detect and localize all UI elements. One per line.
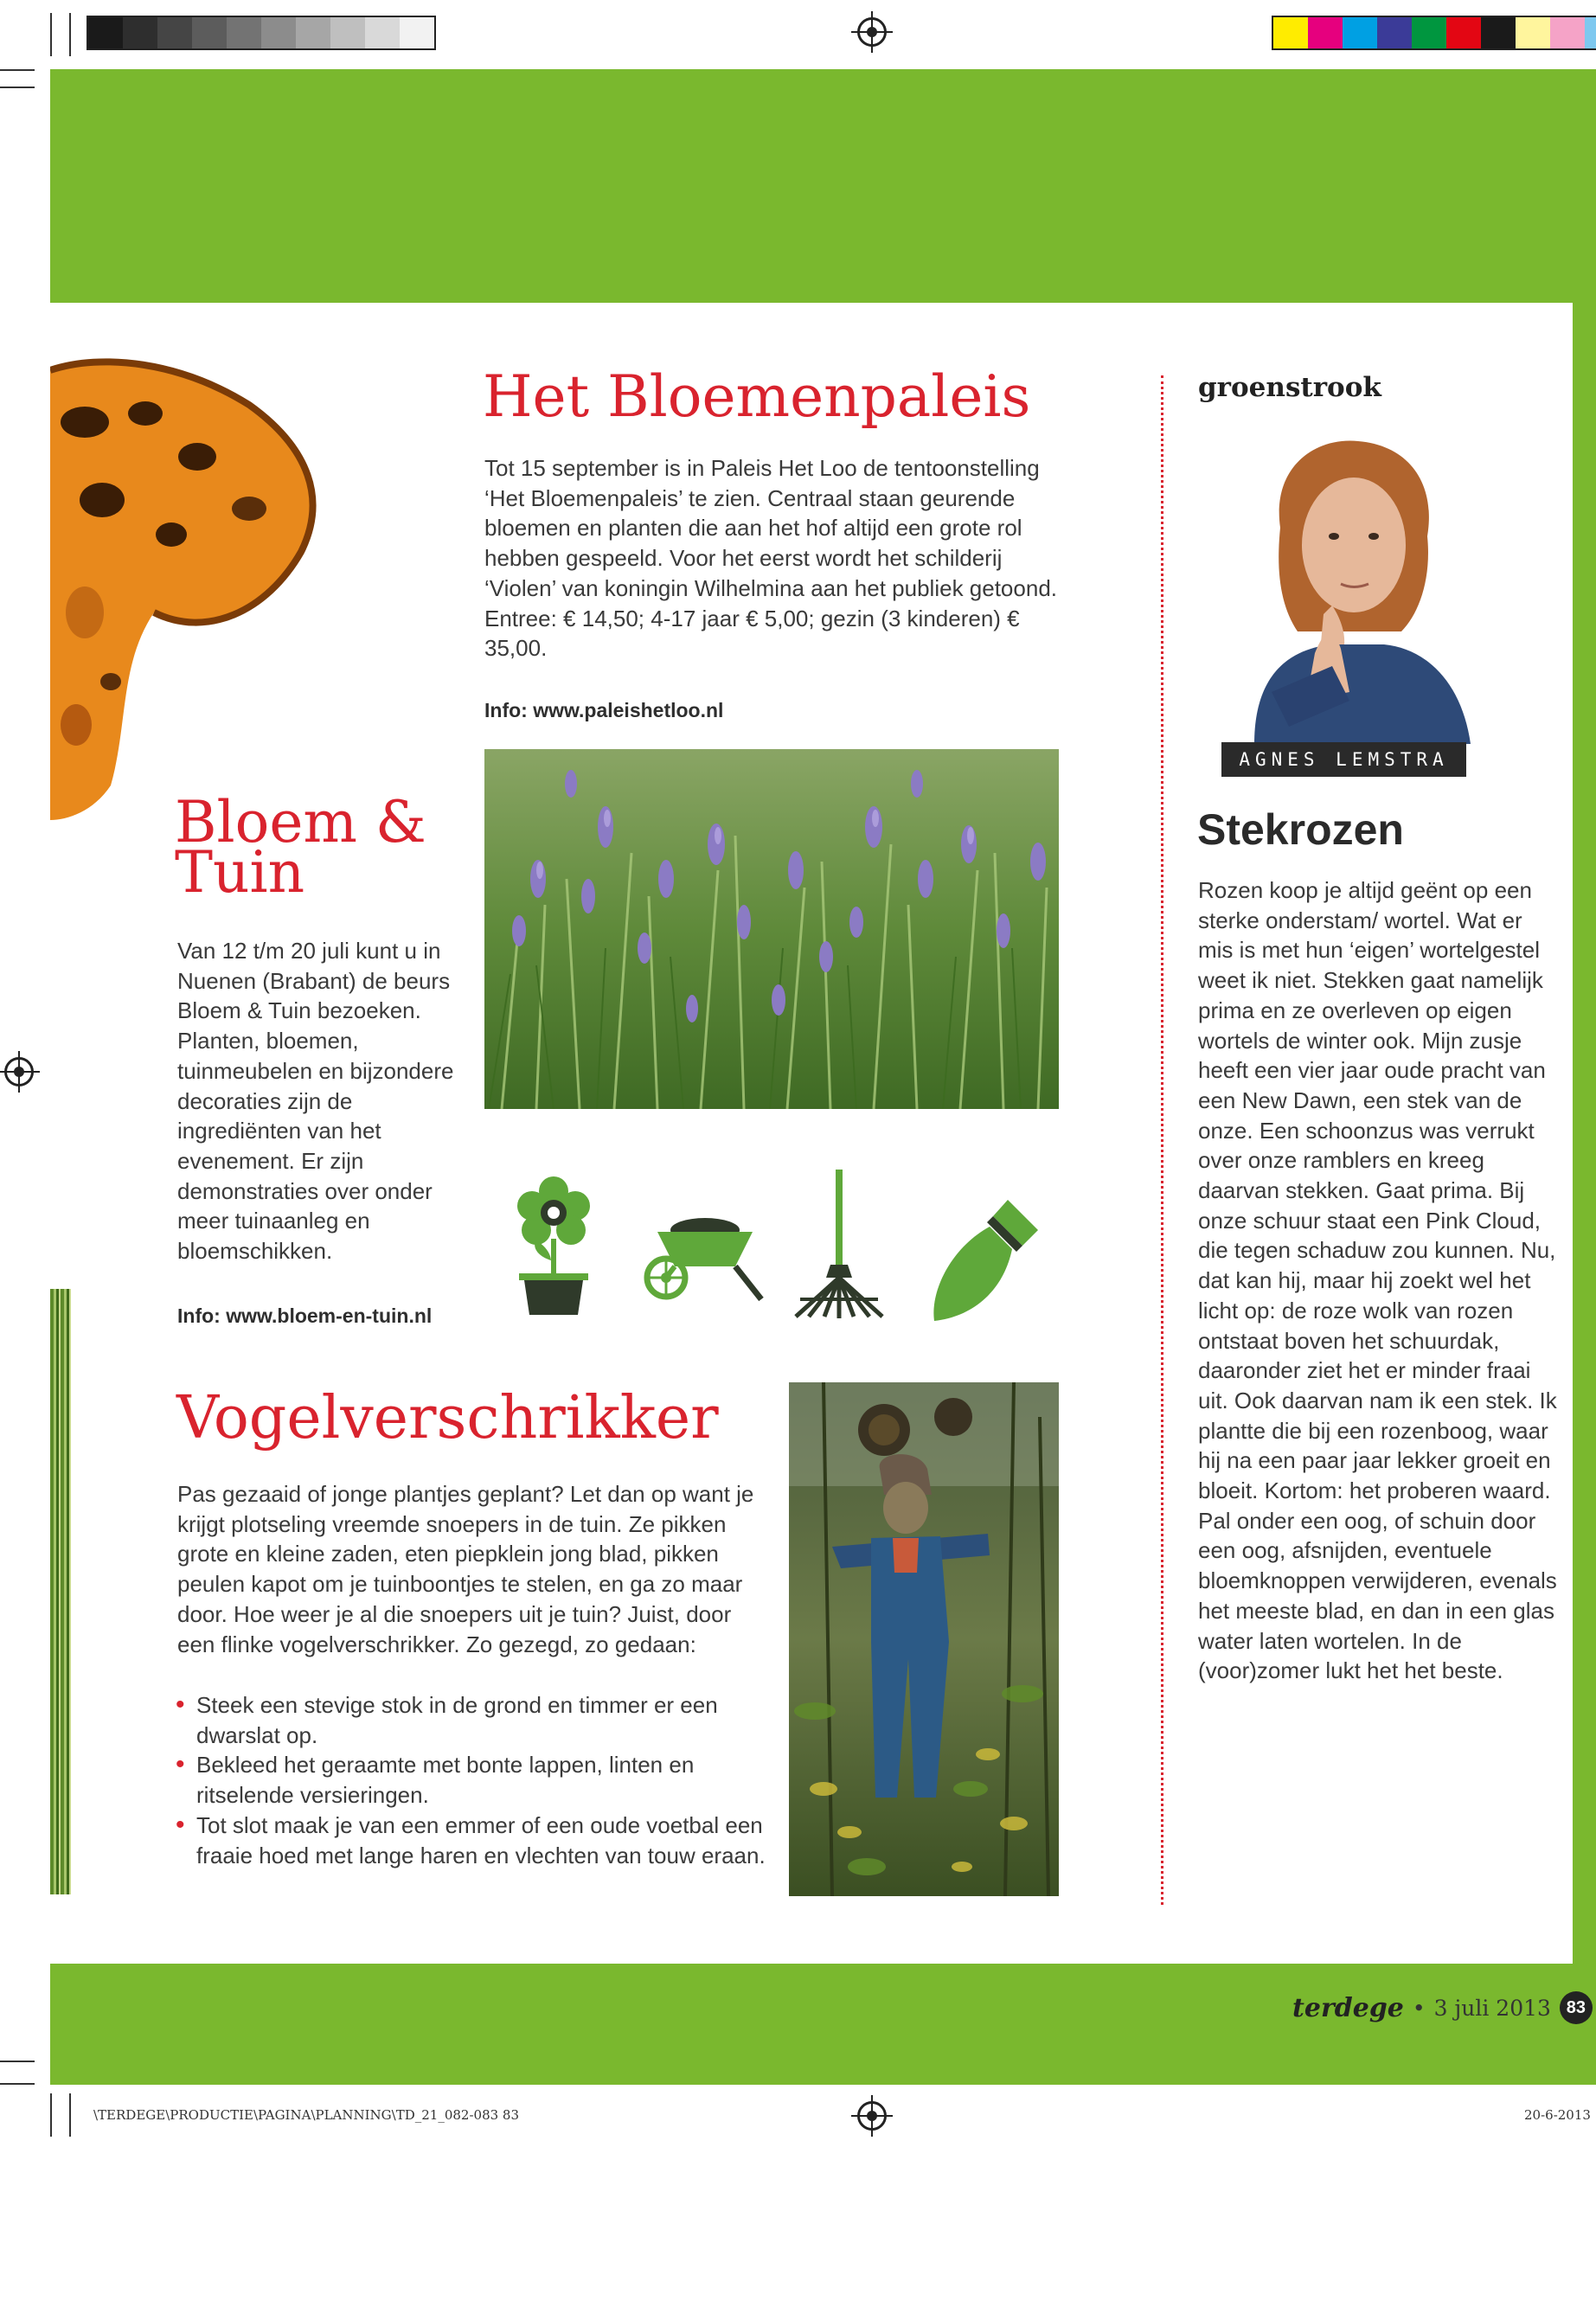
vogelverschrikker-body: Pas gezaaid of jonge plantjes geplant? Let dan op want je krijgt plotseling vreemde snoepers in de tuin. Ze pikken grote en kleine zaden, eten piepklein jong blad, pikken peulen kapot om je tuinboontjes te stelen, en ga zo maar door. Hoe weer je al die snoepers uit je tuin? Juist, door een flinke vogelverschrikker. Zo gezegd, zo gedaan:: [177, 1481, 754, 1657]
crop-mark: [69, 13, 71, 56]
crop-mark: [0, 87, 35, 88]
gray-swatch: [365, 17, 400, 48]
crop-mark: [50, 2093, 52, 2137]
list-item: • Bekleed het geraamte met bonte lappen, linten en ritselende versieringen.: [176, 1750, 781, 1810]
bloemenpaleis-info: Info: www.paleishetloo.nl: [484, 699, 724, 721]
vogelverschrikker-title: Vogelverschrikker: [176, 1384, 719, 1452]
color-swatch: [1585, 17, 1596, 48]
bloem-tuin-title: Bloem & Tuin: [175, 789, 426, 906]
grass-photo-strip: [50, 1289, 71, 1894]
gray-swatch: [192, 17, 227, 48]
footer-separator: •: [1412, 1995, 1426, 2021]
bloemenpaleis-title: Het Bloemenpaleis: [483, 363, 1031, 430]
crop-mark: [0, 69, 35, 71]
color-swatch: [1412, 17, 1446, 48]
gray-swatch: [400, 17, 434, 48]
stekrozen-body: Rozen koop je altijd geënt op een sterke onderstam/ wortel. Wat er mis is met hun ‘eigen’ wortelgestel weet ik niet. Stekken gaat namelijk prima en ze overleven op eigen wortels de winter ook. Mijn zusje heeft een vier jaar oude pracht van een New Dawn, een stek van de onze. Een schoonzus was verrukt over onze ramblers en kreeg daarvan stekken. Gaat prima. Bij onze schuur staat een Pink Cloud, die tegen schaduw zou kunnen. Nu, dat kan hij, maar hij zoekt wel het licht op: de roze wolk van rozen ontstaat boven het schuurdak, daaronder ziet het er minder fraai uit. Ook daarvan nam ik een stek. Ik plantte die bij een rozenboog, waar hij na een paar jaar lekker groeit en bloeit. Kortom: het proberen waard. Pal onder een oog, of schuin door een oog, afsnijden, eventuele bloemknoppen verwijderen, evenals het meeste blad, en dan in een glas water laten wortelen. In de (voor)zomer lukt het het beste.: [1198, 877, 1557, 1684]
garden-icons-row: [510, 1170, 1047, 1324]
stekrozen-title: Stekrozen: [1197, 805, 1404, 854]
list-item: • Tot slot maak je van een emmer of een oude voetbal een fraaie hoed met lange haren en vlechten van touw eraan.: [176, 1811, 781, 1870]
color-swatch: [1446, 17, 1481, 48]
butterfly-wing-image: [50, 353, 327, 820]
page-number: 83: [1560, 1991, 1593, 2024]
trowel-icon: [926, 1195, 1047, 1325]
gray-swatch: [88, 17, 123, 48]
color-swatch: [1550, 17, 1585, 48]
rake-icon: [792, 1170, 887, 1321]
wheelbarrow-icon: [640, 1213, 770, 1317]
issue-date: 3 juli 2013: [1433, 1995, 1551, 2021]
scarecrow-photo: [789, 1382, 1059, 1896]
gray-swatch: [227, 17, 261, 48]
lavender-photo: [484, 749, 1059, 1109]
crop-mark: [0, 2061, 35, 2062]
bloem-tuin-body: Van 12 t/m 20 juli kunt u in Nuenen (Brabant) de beurs Bloem & Tuin bezoeken. Planten, bloemen, tuinmeubelen en bijzondere decoraties zijn de ingrediënten van het evenement. Er zijn demonstraties over onder meer tuinaanleg en bloemschikken.: [177, 938, 454, 1265]
page-footer: [1292, 1991, 1593, 2024]
production-slug: \TERDEGE\PRODUCTIE\PAGINA\PLANNING\TD_21_082-083 83: [93, 2107, 520, 2123]
vogelverschrikker-steps: [176, 1690, 781, 1870]
gray-swatch: [157, 17, 192, 48]
production-date: 20-6-2013: [1524, 2107, 1591, 2123]
author-portrait: [1220, 433, 1479, 744]
list-item: • Steek een stevige stok in de grond en timmer er een dwarslat op.: [176, 1690, 781, 1750]
column-label: groenstrook: [1198, 372, 1381, 403]
color-swatch: [1308, 17, 1343, 48]
potted-flower-icon: [510, 1170, 597, 1317]
gray-swatch: [261, 17, 296, 48]
color-swatch: [1481, 17, 1516, 48]
bloem-tuin-info: Info: www.bloem-en-tuin.nl: [177, 1304, 433, 1327]
color-swatch: [1343, 17, 1377, 48]
color-swatch: [1377, 17, 1412, 48]
crop-mark: [50, 13, 52, 56]
color-calibration-bar: [1272, 16, 1596, 50]
registration-mark-left: [4, 1057, 34, 1086]
color-swatch: [1516, 17, 1550, 48]
crop-mark: [69, 2093, 71, 2137]
author-name-badge: AGNES LEMSTRA: [1221, 742, 1466, 777]
gray-swatch: [296, 17, 330, 48]
gray-swatch: [330, 17, 365, 48]
gray-swatch: [123, 17, 157, 48]
green-frame-top: [50, 69, 1596, 329]
magazine-brand: terdege: [1292, 1992, 1404, 2023]
color-swatch: [1273, 17, 1308, 48]
column-divider: [1161, 375, 1163, 1905]
gray-calibration-bar: [87, 16, 436, 50]
bloemenpaleis-body: Tot 15 september is in Paleis Het Loo de tentoonstelling ‘Het Bloemenpaleis’ te zien. Centraal staan geurende bloemen en planten die aan het hof altijd een grote rol hebben gespeeld. Voor het eerst wordt het schilderij ‘Violen’ van koningin Wilhelmina aan het publiek getoond. Entree: € 14,50; 4-17 jaar € 5,00; gezin (3 kinderen) € 35,00.: [484, 455, 1057, 662]
registration-mark-bottom: [857, 2101, 887, 2131]
registration-mark-top: [857, 17, 887, 47]
crop-mark: [0, 2083, 35, 2085]
